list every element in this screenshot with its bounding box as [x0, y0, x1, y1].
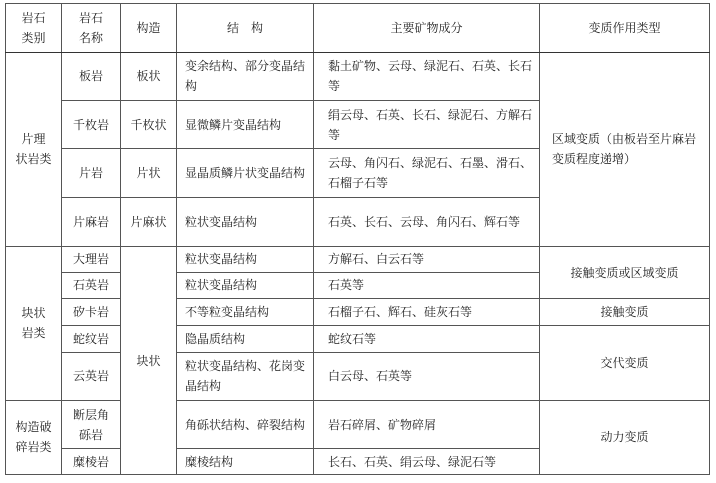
- header-texture: 结 构: [177, 4, 314, 53]
- rock-minerals: 绢云母、石英、长石、绿泥石、方解石等: [314, 100, 540, 149]
- rock-minerals: 白云母、石英等: [314, 352, 540, 400]
- rock-minerals: 云母、角闪石、绿泥石、石墨、滑石、石榴子石等: [314, 149, 540, 198]
- rock-texture: 粒状变晶结构: [177, 247, 314, 272]
- rock-structure: 片状: [121, 149, 177, 198]
- rock-minerals: 黏土矿物、云母、绿泥石、石英、长石等: [314, 52, 540, 100]
- rock-texture: 角砾状结构、碎裂结构: [177, 400, 314, 449]
- massive-structure: 块状: [121, 247, 177, 475]
- rock-name: 糜棱岩: [62, 449, 121, 475]
- rock-texture: 变余结构、部分变晶结构: [177, 52, 314, 100]
- metamorphism-metasomatic: 交代变质: [540, 326, 710, 400]
- rock-minerals: 岩石碎屑、矿物碎屑: [314, 400, 540, 449]
- group-foliated-label: 片理 状岩类: [15, 132, 52, 167]
- metamorphism-regional: 区域变质（由板岩至片麻岩变质程度递增）: [540, 52, 710, 246]
- rock-name: 蛇纹岩: [62, 326, 121, 352]
- metamorphism-contact: 接触变质: [540, 298, 710, 325]
- rock-minerals: 石英、长石、云母、角闪石、辉石等: [314, 198, 540, 247]
- rock-name: 矽卡岩: [62, 298, 121, 325]
- header-category: [6, 4, 62, 53]
- group-massive: [6, 247, 62, 401]
- rock-name: 云英岩: [62, 352, 121, 400]
- rock-name: [62, 400, 121, 449]
- header-structure: 构造: [121, 4, 177, 53]
- header-name-text: 岩石 名称: [78, 10, 103, 45]
- rock-name: 千枚岩: [62, 100, 121, 149]
- rock-texture: 粒状变晶结构、花岗变晶结构: [177, 352, 314, 400]
- rock-texture: 隐晶质结构: [177, 326, 314, 352]
- group-massive-label: 块状 岩类: [21, 306, 46, 341]
- rock-texture: 不等粒变晶结构: [177, 298, 314, 325]
- header-row: [6, 4, 710, 53]
- metamorphism-contact-or-regional: 接触变质或区域变质: [540, 247, 710, 299]
- rock-minerals: 长石、石英、绢云母、绿泥石等: [314, 449, 540, 475]
- rock-texture: 粒状变晶结构: [177, 272, 314, 298]
- rock-name-text: 断层角 砾岩: [72, 407, 109, 442]
- header-category-text: 岩石 类别: [21, 10, 46, 45]
- group-cataclastic: [6, 400, 62, 474]
- rock-structure: 千枚状: [121, 100, 177, 149]
- rock-name: 大理岩: [62, 247, 121, 272]
- rock-minerals: 方解石、白云石等: [314, 247, 540, 272]
- rock-name: 石英岩: [62, 272, 121, 298]
- header-metamorphism: 变质作用类型: [540, 4, 710, 53]
- table-row: [6, 400, 710, 449]
- rock-name: 片岩: [62, 149, 121, 198]
- rock-minerals: 石英等: [314, 272, 540, 298]
- rock-minerals: 石榴子石、辉石、硅灰石等: [314, 298, 540, 325]
- metamorphic-rock-table: [5, 3, 710, 475]
- rock-name: 板岩: [62, 52, 121, 100]
- metamorphism-dynamic: 动力变质: [540, 400, 710, 474]
- table-row: [6, 298, 710, 325]
- table-row: [6, 52, 710, 100]
- rock-texture: 糜棱结构: [177, 449, 314, 475]
- rock-texture: 显晶质鳞片状变晶结构: [177, 149, 314, 198]
- rock-name: 片麻岩: [62, 198, 121, 247]
- rock-minerals: 蛇纹石等: [314, 326, 540, 352]
- table-row: [6, 247, 710, 272]
- header-name: [62, 4, 121, 53]
- rock-structure: 板状: [121, 52, 177, 100]
- group-cataclastic-label: 构造破 碎岩类: [15, 420, 52, 455]
- table-row: [6, 326, 710, 352]
- header-minerals: 主要矿物成分: [314, 4, 540, 53]
- rock-texture: 显微鳞片变晶结构: [177, 100, 314, 149]
- group-foliated: [6, 52, 62, 246]
- rock-structure: 片麻状: [121, 198, 177, 247]
- rock-texture: 粒状变晶结构: [177, 198, 314, 247]
